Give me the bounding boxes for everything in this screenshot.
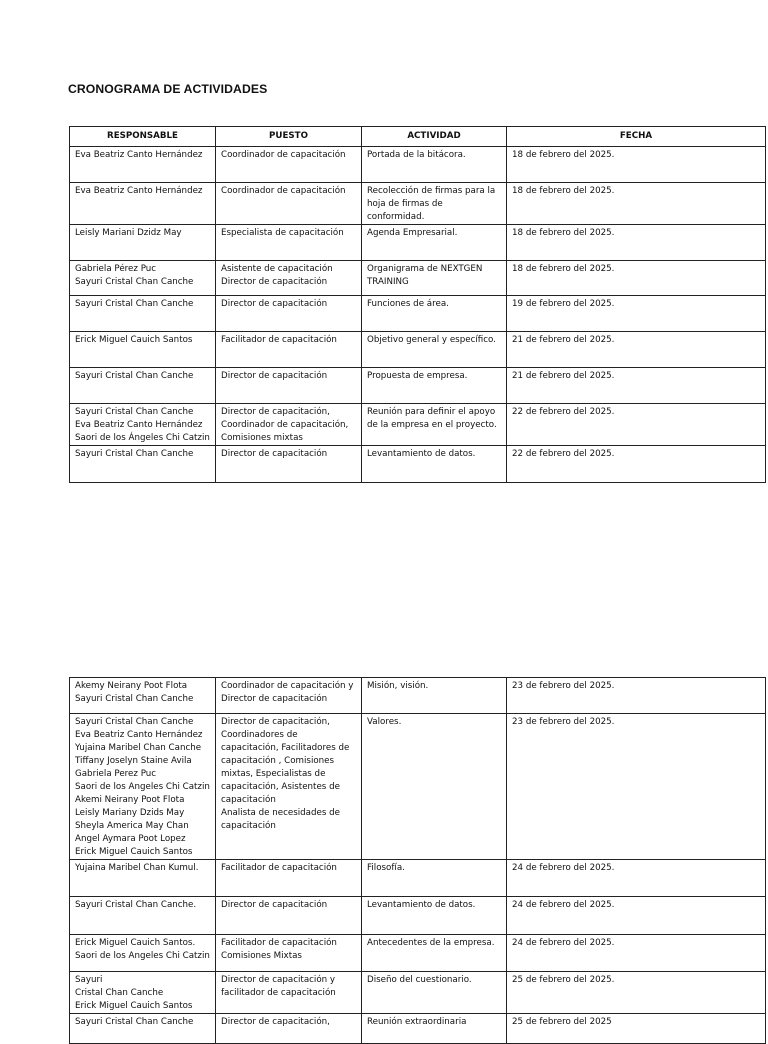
cell-puesto: Facilitador de capacitación xyxy=(216,332,362,368)
cell-actividad: Propuesta de empresa. xyxy=(362,368,507,404)
table-row xyxy=(70,261,766,296)
cell-responsable: Eva Beatriz Canto Hernández xyxy=(70,183,216,225)
cell-responsable: Sayuri Cristal Chan Canche xyxy=(70,446,216,483)
cell-actividad: Objetivo general y específico. xyxy=(362,332,507,368)
cell-actividad: Diseño del cuestionario. xyxy=(362,972,507,1014)
table-row xyxy=(70,860,766,897)
cell-fecha: 18 de febrero del 2025. xyxy=(507,147,766,183)
cell-responsable: Sayuri Cristal Chan Canche. xyxy=(70,897,216,935)
cell-fecha: 23 de febrero del 2025. xyxy=(507,678,766,714)
cell-responsable: Sayuri Cristal Chan Canche Erick Miguel Cauich Santos xyxy=(70,972,216,1014)
cell-responsable: Yujaina Maribel Chan Kumul. xyxy=(70,860,216,897)
cell-fecha: 22 de febrero del 2025. xyxy=(507,446,766,483)
cell-puesto: Director de capacitación y facilitador de capacitación xyxy=(216,972,362,1014)
cell-responsable: Gabriela Pérez Puc Sayuri Cristal Chan Canche xyxy=(70,261,216,296)
cell-actividad: Organigrama de NEXTGEN TRAINING xyxy=(362,261,507,296)
cell-actividad: Portada de la bitácora. xyxy=(362,147,507,183)
cell-responsable: Sayuri Cristal Chan Canche Eva Beatriz Canto Hernández Yujaina Maribel Chan Canche Tiffany Joselyn Staine Avila Gabriela Perez Puc Saori de los Angeles Chi Catzin Akemi Neirany Poot Flota Leisly Mariany Dzids May Sheyla America May Chan Angel Aymara Poot Lopez Erick Miguel Cauich Santos xyxy=(70,714,216,860)
table-row xyxy=(70,714,766,860)
cell-puesto: Especialista de capacitación xyxy=(216,225,362,261)
cell-puesto: Director de capacitación, xyxy=(216,1014,362,1044)
table-row xyxy=(70,897,766,935)
cell-fecha: 25 de febrero del 2025 xyxy=(507,1014,766,1044)
header-actividad: ACTIVIDAD xyxy=(362,127,507,147)
table-row xyxy=(70,935,766,972)
cell-responsable: Sayuri Cristal Chan Canche xyxy=(70,368,216,404)
cell-responsable: Leisly Mariani Dzidz May xyxy=(70,225,216,261)
cell-actividad: Misión, visión. xyxy=(362,678,507,714)
cell-responsable: Sayuri Cristal Chan Canche Eva Beatriz Canto Hernández Saori de los Ángeles Chi Catzin xyxy=(70,404,216,446)
schedule-table xyxy=(69,126,766,483)
cell-fecha: 19 de febrero del 2025. xyxy=(507,296,766,332)
cell-puesto: Director de capacitación xyxy=(216,296,362,332)
document-title: CRONOGRAMA DE ACTIVIDADES xyxy=(68,82,268,96)
cell-responsable: Sayuri Cristal Chan Canche xyxy=(70,296,216,332)
cell-puesto: Coordinador de capacitación xyxy=(216,183,362,225)
cell-actividad: Levantamiento de datos. xyxy=(362,897,507,935)
cell-responsable: Erick Miguel Cauich Santos. Saori de los Angeles Chi Catzin xyxy=(70,935,216,972)
cell-puesto: Coordinador de capacitación y Director de capacitación xyxy=(216,678,362,714)
cell-responsable: Sayuri Cristal Chan Canche xyxy=(70,1014,216,1044)
header-fecha: FECHA xyxy=(507,127,766,147)
table-row xyxy=(70,296,766,332)
schedule-table-continued xyxy=(69,677,766,1044)
cell-actividad: Antecedentes de la empresa. xyxy=(362,935,507,972)
cell-responsable: Eva Beatriz Canto Hernández xyxy=(70,147,216,183)
cell-actividad: Levantamiento de datos. xyxy=(362,446,507,483)
cell-fecha: 18 de febrero del 2025. xyxy=(507,225,766,261)
cell-fecha: 21 de febrero del 2025. xyxy=(507,332,766,368)
table-row xyxy=(70,404,766,446)
cell-fecha: 18 de febrero del 2025. xyxy=(507,261,766,296)
cell-actividad: Reunión para definir el apoyo de la empresa en el proyecto. xyxy=(362,404,507,446)
table-row xyxy=(70,678,766,714)
cell-puesto: Director de capacitación xyxy=(216,897,362,935)
table-row xyxy=(70,183,766,225)
cell-actividad: Filosofía. xyxy=(362,860,507,897)
cell-puesto: Director de capacitación xyxy=(216,368,362,404)
table-row xyxy=(70,972,766,1014)
cell-actividad: Valores. xyxy=(362,714,507,860)
table-row xyxy=(70,446,766,483)
table-row xyxy=(70,368,766,404)
cell-responsable: Akemy Neirany Poot Flota Sayuri Cristal Chan Canche xyxy=(70,678,216,714)
table-row xyxy=(70,147,766,183)
cell-fecha: 22 de febrero del 2025. xyxy=(507,404,766,446)
header-responsable: RESPONSABLE xyxy=(70,127,216,147)
cell-fecha: 24 de febrero del 2025. xyxy=(507,935,766,972)
cell-puesto: Facilitador de capacitación xyxy=(216,860,362,897)
cell-fecha: 24 de febrero del 2025. xyxy=(507,860,766,897)
cell-puesto: Director de capacitación xyxy=(216,446,362,483)
table-row xyxy=(70,1014,766,1044)
cell-puesto: Coordinador de capacitación xyxy=(216,147,362,183)
cell-puesto: Asistente de capacitación Director de capacitación xyxy=(216,261,362,296)
header-puesto: PUESTO xyxy=(216,127,362,147)
cell-actividad: Funciones de área. xyxy=(362,296,507,332)
cell-puesto: Director de capacitación, Coordinador de capacitación, Comisiones mixtas xyxy=(216,404,362,446)
cell-responsable: Erick Miguel Cauich Santos xyxy=(70,332,216,368)
cell-fecha: 25 de febrero del 2025. xyxy=(507,972,766,1014)
cell-fecha: 23 de febrero del 2025. xyxy=(507,714,766,860)
table-header-row xyxy=(70,127,766,147)
cell-actividad: Recolección de firmas para la hoja de firmas de conformidad. xyxy=(362,183,507,225)
table-row xyxy=(70,332,766,368)
cell-puesto: Director de capacitación, Coordinadores de capacitación, Facilitadores de capacitación , Comisiones mixtas, Especialistas de capacitación, Asistentes de capacitación Analista de necesidades de capacitación xyxy=(216,714,362,860)
table-row xyxy=(70,225,766,261)
cell-actividad: Reunión extraordinaria xyxy=(362,1014,507,1044)
cell-fecha: 18 de febrero del 2025. xyxy=(507,183,766,225)
cell-fecha: 24 de febrero del 2025. xyxy=(507,897,766,935)
cell-actividad: Agenda Empresarial. xyxy=(362,225,507,261)
cell-puesto: Facilitador de capacitación Comisiones Mixtas xyxy=(216,935,362,972)
cell-fecha: 21 de febrero del 2025. xyxy=(507,368,766,404)
